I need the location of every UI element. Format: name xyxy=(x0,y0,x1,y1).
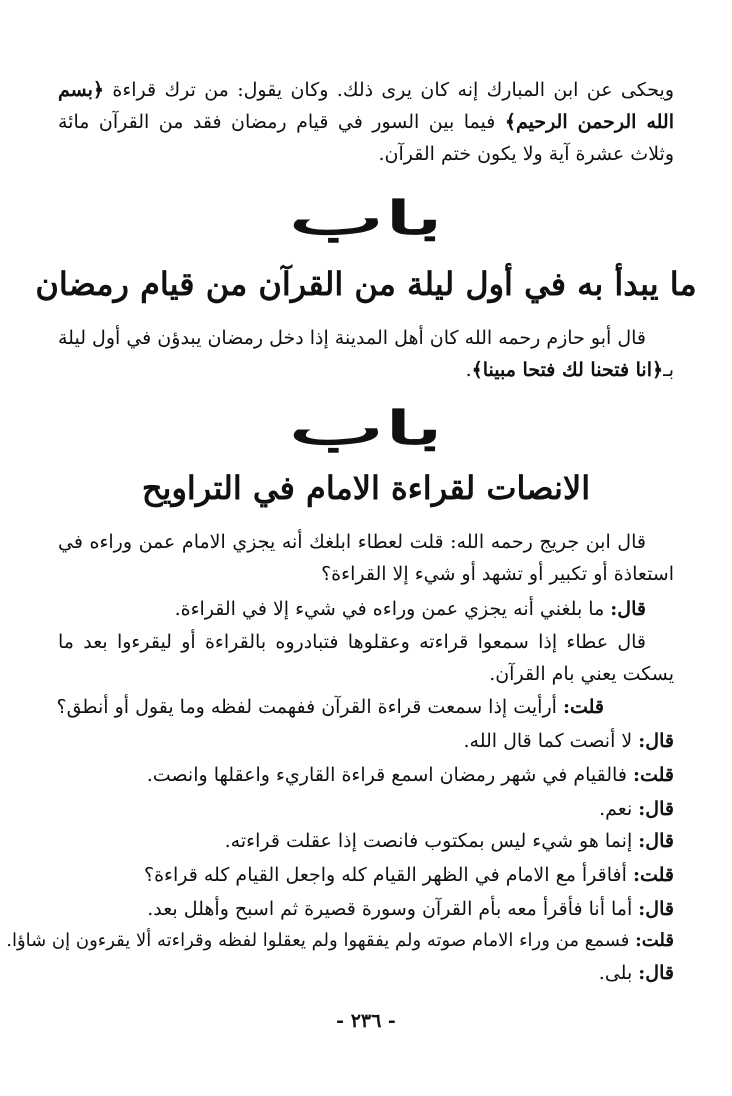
section1-title: ما يبدأ به في أول ليلة من القرآن من قيام رمضان xyxy=(35,265,697,303)
dialogue-line: قلت: فالقيام في شهر رمضان اسمع قراءة القاريء واعقلها وانصت. xyxy=(146,764,674,786)
dialogue-line-intro: قال ابن جريج رحمه الله: قلت لعطاء ابلغك أنه يجزي الامام عمن وراءه في استعاذة أو تكبير أو تشهد أو شيء إلا القراءة؟ xyxy=(58,531,674,585)
page-number: - ٢٣٦ - xyxy=(336,1010,396,1032)
dialogue-line: قال: بلى. xyxy=(598,962,674,984)
dialogue-line: قلت: أرأيت إذا سمعت قراءة القرآن ففهمت لفظه وما يقول أو أنطق؟ xyxy=(56,696,604,718)
section1-quran-quote: ﴿انا فتحنا لك فتحا مبينا﴾ xyxy=(471,359,664,381)
dialogue-line: قلت: فسمع من وراء الامام صوته ولم يفقهوا ولم يعقلوا لفظه وقراءته ألا يقرءون إن شاؤا. xyxy=(6,930,674,951)
dialogue-line: قال: إنما هو شيء ليس بمكتوب فانصت إذا عقلت قراءته. xyxy=(224,830,674,852)
intro-text-a: ويحكى عن ابن المبارك إنه كان يرى ذلك. وكان يقول: من ترك قراءة xyxy=(104,79,674,101)
section2-title: الانصات لقراءة الامام في التراويح xyxy=(141,469,591,507)
dialogue-line: قال: ما بلغني أنه يجزي عمن وراءه في شيء إلا في القراءة. xyxy=(174,598,646,620)
section1-text-end: . xyxy=(465,359,472,381)
intro-basmala-quote: ﴿بسم الله الرحمن الرحيم﴾ xyxy=(58,79,675,133)
dialogue-line-ata: قال عطاء إذا سمعوا قراءته وعقلوها فتبادروه بالقراءة أو ليقرءوا بعد ما يسكت يعني بام القرآن. xyxy=(58,631,674,685)
dialogue-line: قال: نعم. xyxy=(599,798,674,820)
section1-paragraph xyxy=(58,322,674,386)
section1-text: قال أبو حازم رحمه الله كان أهل المدينة إذا دخل رمضان يبدؤن في أول ليلة بـ xyxy=(58,327,674,381)
section1-bab-heading: باب xyxy=(288,191,444,245)
dialogue-line: قال: لا أنصت كما قال الله. xyxy=(463,730,674,752)
dialogue-line: قلت: أفاقرأ مع الامام في الظهر القيام كله واجعل القيام كله قراءة؟ xyxy=(144,864,674,886)
section2-bab-heading: باب xyxy=(288,401,444,455)
dialogue-line: قال: أما أنا فأقرأ معه بأم القرآن وسورة قصيرة ثم اسبح وأهلل بعد. xyxy=(147,898,674,920)
intro-text-b: فيما بين السور في قيام رمضان فقد من القرآن مائة وثلاث عشرة آية ولا يكون ختم القرآن. xyxy=(58,111,674,165)
intro-paragraph xyxy=(58,74,674,170)
